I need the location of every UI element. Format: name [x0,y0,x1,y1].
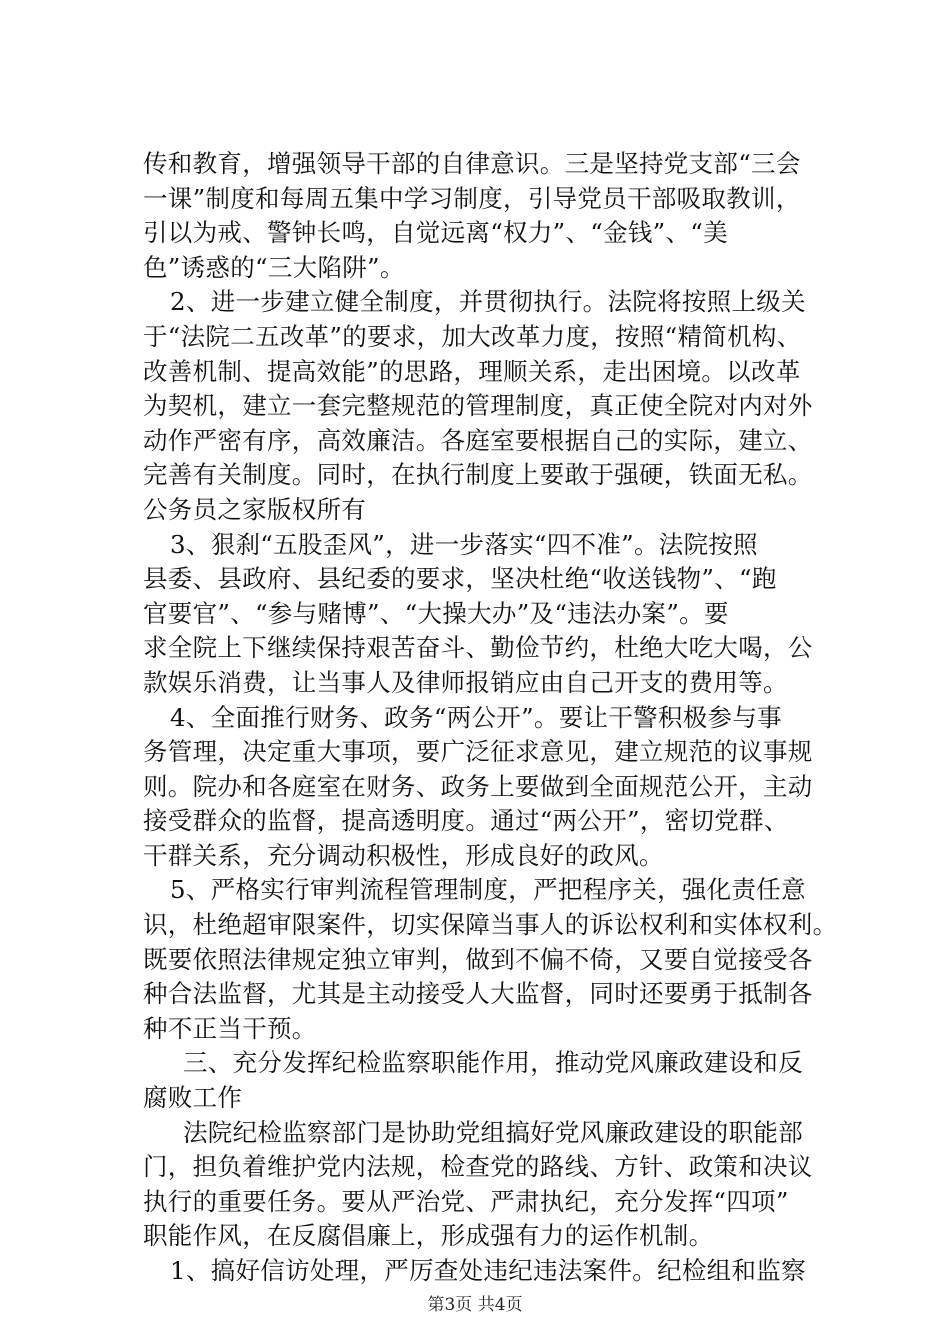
text-line: 款娱乐消费，让当事人及律师报销应由自己开支的费用等。 [143,667,788,697]
text-line: 门，担负着维护党内法规，检查党的路线、方针、政策和决议 [143,1152,813,1182]
text-line: 完善有关制度。同时，在执行制度上要敢于强硬，铁面无私。 [143,460,813,490]
text-line: 县委、县政府、县纪委的要求，坚决杜绝“收送钱物”、“跑 [143,564,777,594]
text-line: 种合法监督，尤其是主动接受人大监督，同时还要勇于抵制各 [143,979,813,1009]
text-line: 求全院上下继续保持艰苦奋斗、勤俭节约，杜绝大吃大喝，公 [143,633,813,663]
text-line: 改善机制、提高效能”的思路，理顺关系，走出困境。以改革 [143,356,801,386]
text-line: 执行的重要任务。要从严治党、严肃执纪，充分发挥“四项” [143,1186,789,1216]
text-line: 3、狠刹“五股歪风”，进一步落实“四不准”。法院按照 [170,529,758,559]
text-line: 4、全面推行财务、政务“两公开”。要让干警积极参与事 [170,702,782,732]
text-line: 三、充分发挥纪检监察职能作用，推动党风廉政建设和反 [183,1048,803,1078]
text-line: 法院纪检监察部门是协助党组搞好党风廉政建设的职能部 [183,1117,803,1147]
text-line: 一课”制度和每周五集中学习制度，引导党员干部吸取教训， [143,183,801,213]
text-line: 为契机，建立一套完整规范的管理制度，真正使全院对内对外 [143,391,813,421]
text-line: 务管理，决定重大事项，要广泛征求意见，建立规范的议事规 [143,737,813,767]
document-body [143,147,838,1289]
text-line: 干群关系，充分调动积极性，形成良好的政风。 [143,840,664,870]
text-line: 5、严格实行审判流程管理制度，严把程序关，强化责任意 [170,875,806,905]
text-line: 官要官”、“参与赌博”、“大操大办”及“违法办案”。要 [143,598,729,628]
text-line: 职能作风，在反腐倡廉上，形成强有力的运作机制。 [143,1221,714,1251]
text-line: 1、搞好信访处理，严厉查处违纪违法案件。纪检组和监察 [170,1256,806,1285]
text-line: 色”诱惑的“三大陷阱”。 [143,252,405,282]
text-line: 引以为戒、警钟长鸣，自觉远离“权力”、“金钱”、“美 [143,218,728,248]
text-line: 公务员之家版权所有 [143,494,367,524]
text-line: 既要依照法律规定独立审判，做到不偏不倚，又要自觉接受各 [143,944,813,974]
text-line: 2、进一步建立健全制度，并贯彻执行。法院将按照上级关 [170,287,806,317]
text-line: 种不正当干预。 [143,1013,317,1043]
text-line: 于“法院二五改革”的要求，加大改革力度，按照“精简机构、 [143,321,802,351]
text-line: 接受群众的监督，提高透明度。通过“两公开”，密切党群、 [143,806,789,836]
text-line: 腐败工作 [143,1083,243,1113]
text-line: 则。院办和各庭室在财务、政务上要做到全面规范公开，主动 [143,771,813,801]
text-line: 动作严密有序，高效廉洁。各庭室要根据自己的实际，建立、 [143,425,813,455]
text-line: 识，杜绝超审限案件，切实保障当事人的诉讼权利和实体权利。 [143,910,838,940]
text-line: 传和教育，增强领导干部的自律意识。三是坚持党支部“三会 [143,149,801,178]
page-footer: 第3页 共4页 [427,1295,523,1315]
